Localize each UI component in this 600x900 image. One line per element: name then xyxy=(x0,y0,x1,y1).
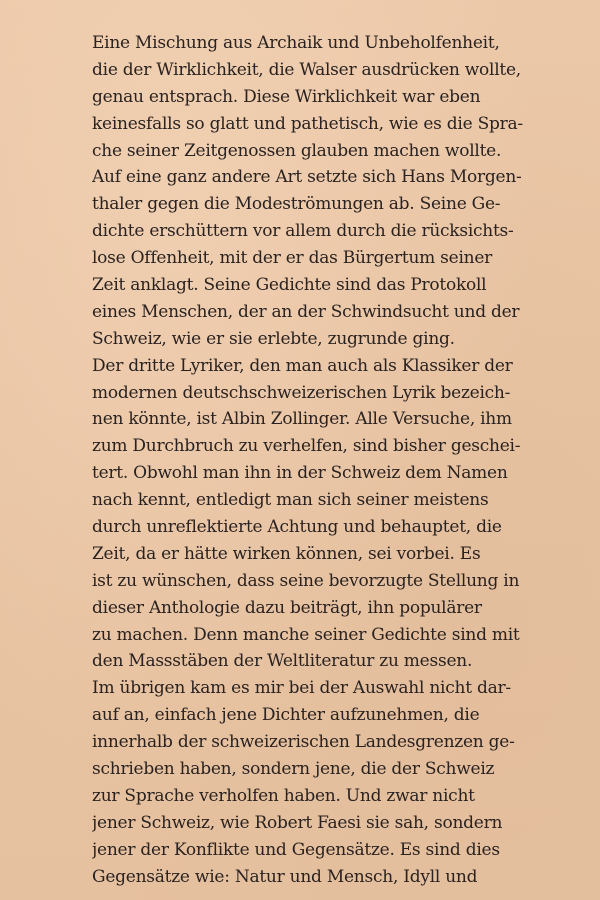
text-line: den Massstäben der Weltliteratur zu messen. xyxy=(92,651,473,672)
text-line: zu machen. Denn manche seiner Gedichte sind mit xyxy=(92,624,520,645)
text-line: Im übrigen kam es mir bei der Auswahl nicht dar- xyxy=(92,678,511,699)
text-line: nach kennt, entledigt man sich seiner meistens xyxy=(92,490,489,511)
text-line: schrieben haben, sondern jene, die der Schweiz xyxy=(92,759,495,780)
text-line: dieser Anthologie dazu beiträgt, ihn populärer xyxy=(92,597,482,618)
text-page xyxy=(92,30,562,900)
text-line: Schweiz, wie er sie erlebte, zugrunde ging. xyxy=(92,328,455,349)
text-line: thaler gegen die Modeströmungen ab. Seine Ge- xyxy=(92,194,501,215)
text-line: zum Durchbruch zu verhelfen, sind bisher geschei- xyxy=(92,436,521,457)
text-line: durch unreflektierte Achtung und behauptet, die xyxy=(92,517,502,538)
text-line: jener der Konflikte und Gegensätze. Es sind dies xyxy=(92,839,500,860)
text-line: die der Wirklichkeit, die Walser ausdrücken wollte, xyxy=(92,59,521,80)
text-line: eines Menschen, der an der Schwindsucht und der xyxy=(92,301,520,322)
text-line: Zeit, da er hätte wirken können, sei vorbei. Es xyxy=(92,543,481,564)
text-line: innerhalb der schweizerischen Landesgrenzen ge- xyxy=(92,732,515,753)
text-line: genau entsprach. Diese Wirklichkeit war eben xyxy=(92,86,481,107)
text-line: zur Sprache verholfen haben. Und zwar nicht xyxy=(92,785,475,806)
text-line: che seiner Zeitgenossen glauben machen wollte. xyxy=(92,140,502,161)
text-line: modernen deutschschweizerischen Lyrik bezeich- xyxy=(92,382,511,403)
text-line: dichte erschüttern vor allem durch die rücksichts- xyxy=(92,221,514,242)
text-line: nen könnte, ist Albin Zollinger. Alle Versuche, ihm xyxy=(92,409,512,430)
text-line: keinesfalls so glatt und pathetisch, wie es die Spra- xyxy=(92,113,523,134)
text-line: lose Offenheit, mit der er das Bürgertum seiner xyxy=(92,248,493,269)
text-line: Gegensätze wie: Natur und Mensch, Idyll und xyxy=(92,866,478,887)
text-line: Eine Mischung aus Archaik und Unbeholfenheit, xyxy=(92,33,500,53)
text-line: ist zu wünschen, dass seine bevorzugte Stellung in xyxy=(92,570,520,591)
text-line: jener Schweiz, wie Robert Faesi sie sah, sondern xyxy=(92,812,503,833)
text-line: Auf eine ganz andere Art setzte sich Hans Morgen- xyxy=(92,167,522,188)
text-line: Der dritte Lyriker, den man auch als Klassiker der xyxy=(92,355,513,376)
text-line: auf an, einfach jene Dichter aufzunehmen, die xyxy=(92,705,480,726)
text-line: tert. Obwohl man ihn in der Schweiz dem Namen xyxy=(92,463,508,484)
text-line: Zeit anklagt. Seine Gedichte sind das Protokoll xyxy=(92,275,487,296)
